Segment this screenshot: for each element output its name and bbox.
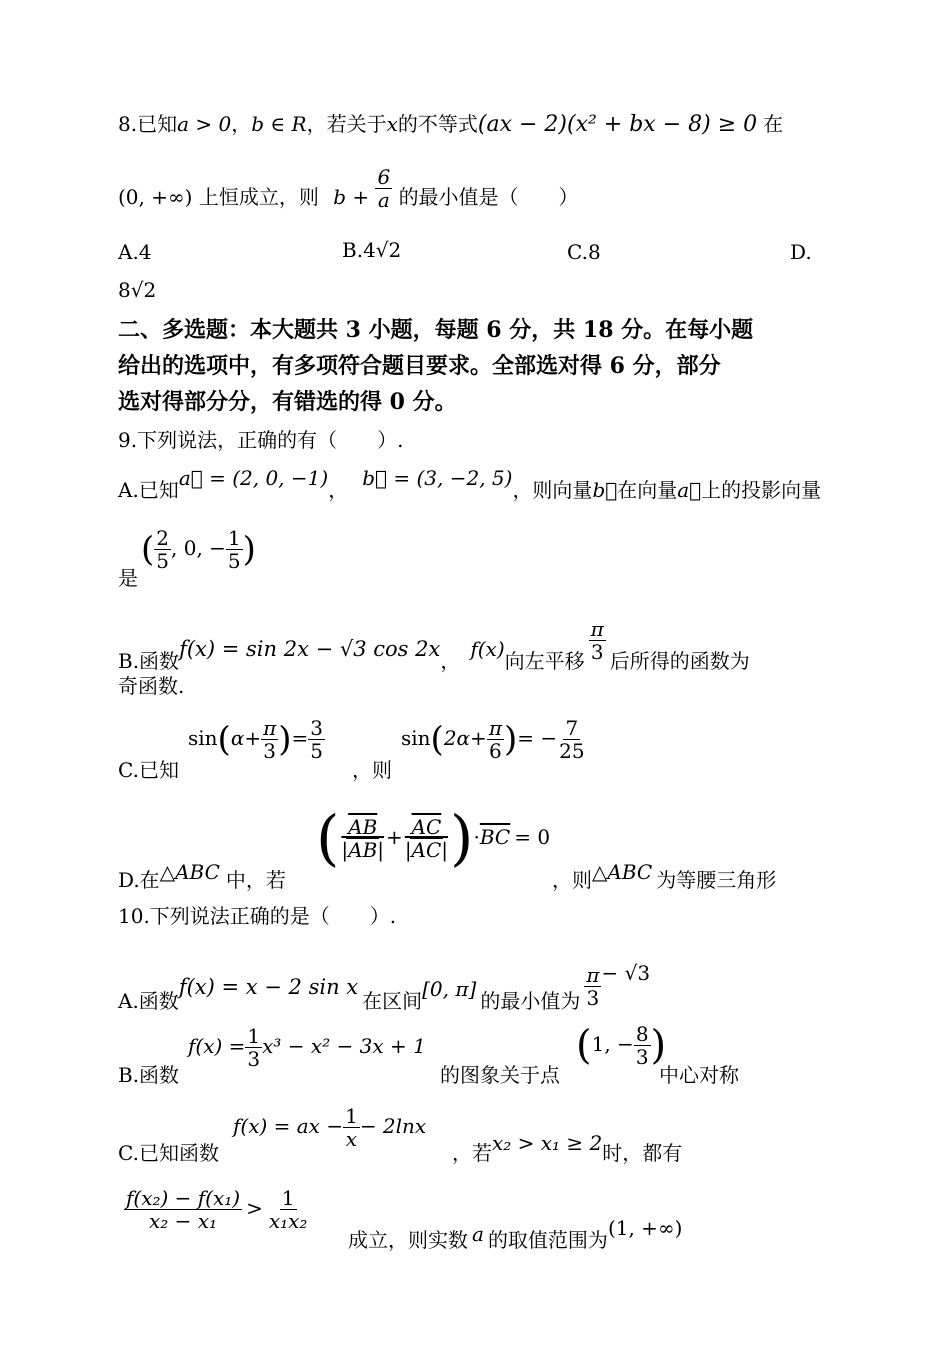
q10-b-point-frac [634,1023,651,1068]
q9-a-b: b⃗ [592,478,618,502]
q10-a-frac [584,964,601,1009]
q10-a-func: f(x) = x − 2 sin x [178,975,359,999]
q10-b-formula [188,1020,426,1072]
q9-c-val2-den: 25 [559,739,585,763]
section2-line1: 二、多选题：本大题共 3 小题，每题 6 分，共 18 分。在每小题 [118,317,754,343]
q10-c-end: 成立，则实数 [348,1228,468,1252]
q9-c-arg2: 2α+ [443,726,487,750]
q10-a-line [118,961,651,1025]
q8-option-d-label: D. [790,240,812,264]
q10-c-formula [233,1100,426,1152]
q8-prefix: 8.已知 [118,112,178,136]
q10-b-frac [245,1025,262,1070]
q9-a-vec-a: a⃗ = (2, 0, −1) [178,466,329,490]
q9-a-comma: ， [328,478,349,502]
q9-c-line [118,758,179,782]
q9-c-val1 [308,717,325,762]
q10-a-tail: − √3 [601,961,651,985]
q8-option-d-value: 8√2 [118,278,157,302]
q9-c-frac1-den: 3 [263,739,277,763]
q8-inequality: (ax − 2)(x² + bx − 8) ≥ 0 [477,112,758,137]
q10-b-lhs: f(x) = [188,1034,246,1058]
q9-a-frac2 [226,527,243,572]
q9-a-mid: ，则向量 [512,478,593,502]
q8-mid1: ，若关于 [306,112,387,136]
q8-option-c: C.8 [567,240,601,264]
q9-c-frac1 [261,717,278,762]
q10-c-lhs-den: x₂ − x₁ [149,1209,218,1233]
q10-c-comma: ，若 [452,1141,492,1165]
q9-c-frac2-num: π [488,716,502,740]
q10-c-frac-den: x [345,1127,358,1151]
q10-c-end2: 的取值范围为 [487,1228,608,1252]
q8-comma: ， [231,112,252,136]
q8-end2: 的最小值是（ ） [398,185,579,209]
q9-c-val2-num: 7 [565,716,579,740]
q9-b-frac-num: π [590,617,604,641]
q9-d-frac1-den: |AB| [341,838,385,862]
q8-line2 [118,165,579,221]
q10-b-point-den: 3 [635,1045,649,1069]
q9-d-bc: $\overline{BC}$ [479,825,511,849]
q8-expr-b: b + [333,185,370,209]
q9-c-sin1: sin [188,726,218,750]
q9-c-formula2: sin(2α+ $\frac{\pi}{6}$ )= − $\frac{7}{25}$ [401,716,585,763]
q9-d-triangle: △ABC [159,860,220,884]
q9-d-prefix: D.在 [118,868,160,892]
q10-a-frac-num: π [586,963,600,987]
q9-b-prefix: B.函数 [118,649,180,673]
q9-a-frac1 [154,527,171,572]
q9-d-triangle2: △ABC [592,860,653,884]
q9-d-frac2-num: $\overline{AC}$ [411,815,442,839]
q10-b-end: 中心对称 [659,1063,739,1087]
q9-c-frac1-num: π [263,716,277,740]
q8-option-a: A.4 [118,240,152,264]
q9-d-frac1-num: $\overline{AB}$ [348,815,378,839]
q9-d-frac1 [339,816,386,861]
q9-c-comma: ， [352,758,372,782]
q8-interval: (0, +∞) [118,185,193,209]
q9-b-frac-den: 3 [590,640,604,664]
q10-c-prefix: C.已知函数 [118,1141,219,1165]
q9-d-then: ，则 [552,868,592,892]
q9-d-formula: ( $\frac{\overline{AB}}{|AB|}$ + $\frac{\overline{AC}}{|AC|}$ )$\cdot\overline{BC} = 0$ [316,803,551,874]
q9-a-res-mid: , 0, − [171,536,226,560]
q9-c-frac2 [487,717,504,762]
q9-b-line1 [118,617,750,685]
q9-b-mid: 向左平移 [504,649,585,673]
q10-a-frac-den: 3 [586,986,600,1010]
q9-a-a: a⃗ [677,478,702,502]
q8-option-b [342,238,401,262]
q9-d-plus: + [386,825,403,849]
q10-b-frac-num: 1 [247,1024,261,1048]
q10-b-prefix: B.函数 [118,1063,180,1087]
q9-b-func: f(x) = sin 2x − √3 cos 2x [179,637,441,661]
q9-c-arg1: α+ [230,726,262,750]
q9-a-vec-b: b⃗ = (3, −2, 5) [362,466,513,490]
q10-c-ineq [124,1176,309,1240]
q9-a-frac1-num: 2 [156,526,169,550]
q9-d-end: 为等腰三角形 [656,868,777,892]
q10-b-point: (1, − $\frac{8}{3}$ ) [576,1022,667,1069]
q8-mid3: 上恒成立，则 [198,185,319,209]
q9-d-line [118,860,286,892]
q9-d-frac2-den: |AC| [404,838,449,862]
q9-a-frac2-num: 1 [227,526,241,550]
q10-a-interval: [0, π] [422,977,477,1001]
q10-b-mid: 的图象关于点 [440,1063,560,1087]
q9-b-line2: 奇函数. [118,674,185,698]
q9-c-eq2: = − [517,726,558,750]
q9-d-dot: · [473,825,480,849]
q10-c-condition: x₂ > x₁ ≥ 2 [492,1131,603,1155]
q9-c-eq1: = [291,726,309,750]
q10-stem: 10.下列说法正确的是（ ）. [118,904,397,928]
q9-c-prefix: C.已知 [118,758,179,782]
section2-line2: 给出的选项中，有多项符合题目要求。全部选对得 6 分，部分 [118,353,721,379]
q10-b-rhs: x³ − x² − 3x + 1 [262,1034,426,1058]
q8-var-x: x [386,112,398,136]
q10-c-lhs-frac [124,1187,242,1232]
q8-end1: 在 [763,112,784,136]
q8-expr-frac [375,166,392,211]
q9-b-fx: f(x) [470,637,505,661]
q10-c-rhs-den: x₁x₂ [268,1209,308,1233]
q10-c-cond [452,1131,683,1165]
q9-a-end: 上的投影向量 [701,478,822,502]
q9-b-end: 后所得的函数为 [609,649,750,673]
q9-c-frac2-den: 6 [489,739,502,763]
q8-option-b-value: 4√2 [363,238,402,262]
q10-a-prefix: A.函数 [118,989,179,1013]
q8-cond-b: b ∈ R [251,112,307,136]
q10-c-when: 时，都有 [602,1141,683,1165]
q8-expr-num: 6 [377,165,391,189]
q10-b-point-text: 1, − [591,1032,634,1056]
q9-a-mid2: 在向量 [617,478,678,502]
q10-b-frac-den: 3 [247,1047,261,1071]
q10-c-lhs-num: f(x₂) − f(x₁) [126,1186,241,1210]
q9-b-frac [589,618,606,663]
q9-c-val1-den: 5 [310,739,323,763]
q9-c-sin2: sin [401,726,431,750]
q10-c-gt: > [246,1196,263,1220]
q8-cond-a: a > 0 [177,112,232,136]
q9-a-frac2-den: 5 [227,549,241,573]
q10-c-frac [343,1105,360,1150]
q10-a-mid: 在区间 [362,989,423,1013]
q9-d-frac2 [403,816,450,861]
q9-stem: 9.下列说法，正确的有（ ）. [118,428,404,452]
q9-d-eq0: = 0 [514,825,551,849]
q10-c-lhs: f(x) = ax − [233,1114,344,1138]
q9-c-then [352,758,392,782]
q9-a-is: 是 [118,566,138,590]
q10-c-rhs: − 2lnx [359,1114,427,1138]
section2-line3: 选对得部分分，有错选的得 0 分。 [118,389,457,415]
q8-mid2: 的不等式 [397,112,478,136]
q9-a-frac1-den: 5 [156,549,169,573]
q10-c-tail [348,1216,683,1252]
q10-b-point-num: 8 [635,1022,649,1046]
q9-a-line1 [118,466,822,502]
q9-a-result: ( $\frac{2}{5}$ , 0, − $\frac{1}{5}$ ) [141,526,256,573]
q8-option-b-label: B. [342,238,364,262]
q8-expr-den: a [377,188,390,212]
q9-a-prefix: A.已知 [118,478,179,502]
q9-c-val1-num: 3 [310,716,323,740]
q10-c-frac-num: 1 [345,1104,358,1128]
q9-d-mid: 中，若 [225,868,286,892]
q9-b-comma: ， [440,649,461,673]
q10-c-a: a [472,1222,484,1246]
q10-c-rhs-frac [267,1187,310,1232]
q10-c-range: (1, +∞) [607,1216,683,1240]
q9-c-then-text: 则 [372,758,392,782]
q10-a-end: 的最小值为 [480,989,581,1013]
q9-c-val2 [557,717,586,762]
q9-d-tail [552,860,777,892]
q10-c-rhs-num: 1 [281,1186,295,1210]
q9-c-formula: sin(α+ $\frac{\pi}{3}$ )= $\frac{3}{5}$ [188,716,323,763]
q8-line1 [118,112,783,137]
